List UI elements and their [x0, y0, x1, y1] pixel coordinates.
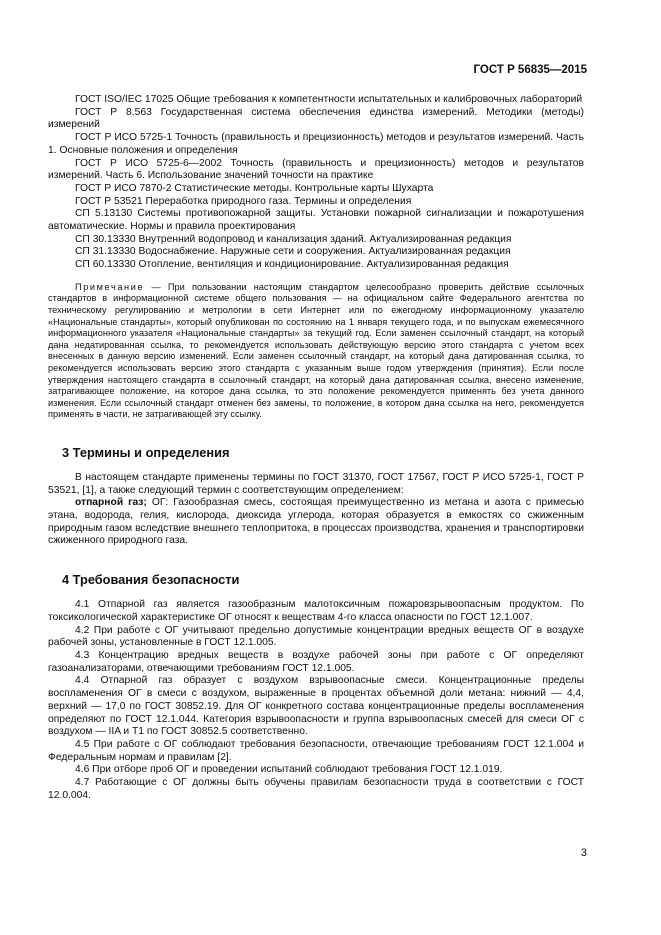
- reference-item: ГОСТ Р ИСО 7870-2 Статистические методы. Контрольные карты Шухарта: [75, 182, 434, 194]
- reference-item: СП 30.13330 Внутренний водопровод и канализация зданий. Актуализированная редакция: [75, 233, 512, 245]
- reference-item: ГОСТ Р ИСО 5725-1 Точность (правильность и прецизионность) методов и результатов измерений. Часть 1. Основные положения и определения: [48, 132, 584, 156]
- term-text: ОГ: Газообразная смесь, состоящая преимущественно из метана и азота с примесью этана, водорода, гелия, кислорода, диоксида углерода, которая образуется в емкостях со сжиженным природным газом вследствие внешнего теплопритока, в процессах производства, хранения и транспортировки сжиженного природного газа.: [48, 497, 585, 547]
- reference-list: [48, 94, 584, 272]
- section-4-paragraph: 4.1 Отпарной газ является газообразным малотоксичным пожаровзрывоопасным продуктом. По токсикологической характеристике ОГ относят к веществам 4-го класса опасности по ГОСТ 12.1.007.: [48, 599, 584, 623]
- reference-item: ГОСТ Р 53521 Переработка природного газа. Термины и определения: [75, 195, 412, 207]
- reference-item: ГОСТ Р 8.563 Государственная система обеспечения единства измерений. Методики (методы) измерений: [48, 106, 584, 131]
- section-3-title: 3 Термины и определения: [62, 444, 230, 460]
- page-number: 3: [580, 847, 587, 859]
- section-3-intro: В настоящем стандарте применены термины по ГОСТ 31370, ГОСТ 17567, ГОСТ Р ИСО 5725-1, ГОСТ Р 53521, [1], а также следующий термин с соответствующим определением:: [48, 471, 584, 496]
- term-name: отпарной газ;: [75, 497, 147, 509]
- section-4-paragraph: 4.6 При отборе проб ОГ и проведении испытаний соблюдают требования ГОСТ 12.1.019.: [75, 764, 503, 776]
- page-content: [48, 94, 584, 802]
- note-paragraph: [48, 282, 584, 421]
- section-4-paragraph: 4.5 При работе с ОГ соблюдают требования безопасности, отвечающие требованиям ГОСТ 12.1.004 и Федеральным нормам и правилам [2].: [48, 738, 584, 763]
- section-4-paragraph: 4.7 Работающие с ОГ должны быть обучены правилам безопасности труда в соответствии с ГОСТ 12.0.004.: [48, 777, 584, 801]
- reference-item: ГОСТ Р ИСО 5725-6—2002 Точность (правильность и прецизионность) методов и результатов измерений. Часть 6. Использование значений точности на практике: [48, 157, 584, 182]
- reference-item: ГОСТ ISO/IEC 17025 Общие требования к компетентности испытательных и калибровочных лабораторий: [75, 94, 583, 105]
- note-text: — При пользовании настоящим стандартом целесообразно проверить действие ссылочных стандартов в информационной системе общего пользования — на официальном сайте Федерального агентства по техническому регулированию и метрологии в сети Интернет или по ежегодному информационному указателю «Национальные стандарты», который опубликован по состоянию на 1 января текущего года, и по выпускам ежемесячного информационного указателя «Национальные стандарты» за текущий год. Если заменен ссылочный стандарт, на который дана недатированная ссылка, то рекомендуется использовать действующую версию этого стандарта с учетом всех внесенных в данную версию изменений. Если заменен ссылочный стандарт, на который дана датированная ссылка, то рекомендуется использовать версию этого стандарта с указанным выше годом утверждения (принятия). Если после утверждения настоящего стандарта в ссылочный стандарт, на который дана датированная ссылка, внесено изменение, затрагивающее положение, на которое дана ссылка, то это положение рекомендуется применять без учета данного изменения. Если ссылочный стандарт отменен без замены, то положение, в котором дана ссылка на него, рекомендуется применять в части, не затрагивающей эту ссылку.: [48, 281, 584, 420]
- section-4-paragraph: 4.3 Концентрацию вредных веществ в воздухе рабочей зоны при работе с ОГ определяют газоанализаторами, отвечающими требованиям ГОСТ 12.1.005.: [48, 650, 584, 674]
- term-definition: [48, 497, 584, 548]
- reference-item: СП 5.13130 Системы противопожарной защиты. Установки пожарной сигнализации и пожаротушения автоматические. Нормы и правила проектирования: [48, 208, 584, 233]
- document-code: ГОСТ Р 56835—2015: [473, 64, 587, 76]
- reference-item: СП 31.13330 Водоснабжение. Наружные сети и сооружения. Актуализированная редакция: [75, 246, 511, 258]
- section-4-paragraph: 4.2 При работе с ОГ учитывают предельно допустимые концентрации вредных веществ ОГ в воздухе рабочей зоны, установленные в ГОСТ 12.1.005.: [48, 624, 584, 649]
- section-4-paragraph: 4.4 Отпарной газ образует с воздухом взрывоопасные смеси. Концентрационные пределы воспламенения ОГ в смеси с воздухом, выраженные в процентах объемной доли метана: нижний — 4,4, верхний — 17,0 по ГОСТ 30852.19. Для ОГ конкретного состава концентрационные пределы воспламенения определяют по ГОСТ 12.1.044. Категория взрывоопасности и группа взрывоопасных смесей для смеси ОГ с воздухом — IIA и T1 по ГОСТ 30852.5 соответственно.: [48, 675, 584, 738]
- reference-item: СП 60.13330 Отопление, вентиляция и кондиционирование. Актуализированная редакция: [75, 259, 509, 271]
- note-label: Примечание: [75, 281, 145, 292]
- section-4-title: 4 Требования безопасности: [62, 572, 240, 588]
